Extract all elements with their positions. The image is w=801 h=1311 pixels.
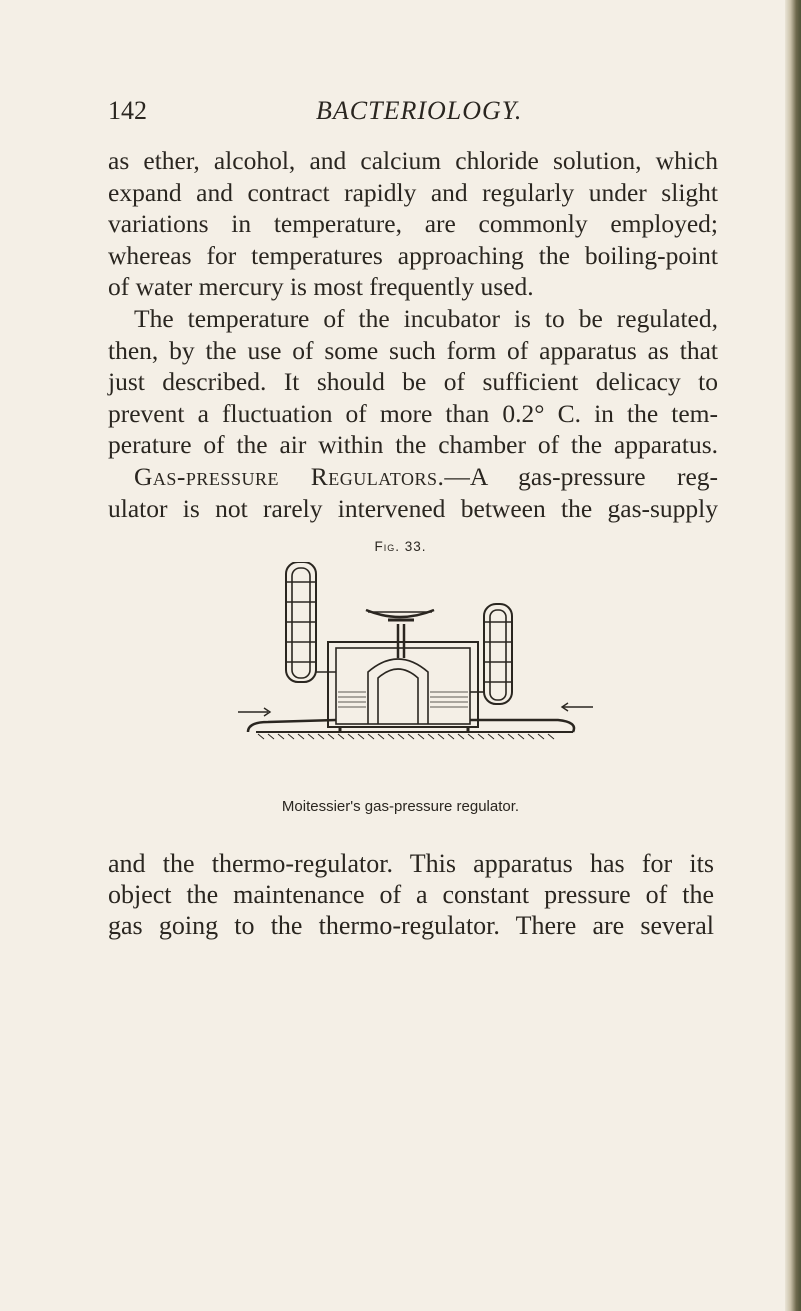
text-line: perature of the air within the chamber of the apparatus.: [108, 430, 718, 460]
text-line: as ether, alcohol, and calcium chloride solution, which: [108, 146, 718, 175]
text-line: ulator is not rarely intervened between the gas-supply: [108, 493, 718, 523]
text-line: of water mercury is most frequently used.: [108, 272, 534, 302]
figure-label: Fig. 33.: [374, 539, 427, 554]
text-line: then, by the use of some such form of apparatus as that: [108, 335, 718, 365]
text-line: prevent a fluctuation of more than 0.2° C. in the tem-: [108, 398, 718, 428]
section-heading-line: [108, 461, 718, 493]
page-number: 142: [108, 96, 147, 125]
text-line: and the thermo-regulator. This apparatus has for its: [108, 849, 714, 878]
figure-caption: Moitessier's gas-pressure regulator.: [281, 798, 520, 815]
body-text: [108, 145, 718, 524]
figure-illustration: [228, 562, 598, 740]
text-line: gas going to the thermo-regulator. There are several: [108, 911, 714, 940]
text-line: expand and contract rapidly and regularly under slight: [108, 177, 718, 207]
text-line: variations in temperature, are commonly employed;: [108, 209, 718, 239]
continued-text: [108, 848, 714, 941]
text-line: whereas for temperatures approaching the boiling-point: [108, 240, 718, 270]
page-header: [108, 96, 698, 130]
gas-regulator-drawing: [228, 562, 598, 740]
text-line: object the maintenance of a constant pressure of the: [108, 880, 714, 909]
section-heading-tail: —A gas-pressure reg-: [444, 461, 718, 491]
text-line: The temperature of the incubator is to be regulated,: [134, 303, 718, 333]
running-title: BACTERIOLOGY.: [316, 96, 523, 125]
section-heading: Gas-pressure Regulators.: [134, 461, 445, 491]
page-edge-shadow: [785, 0, 801, 1311]
text-line: just described. It should be of sufficient delicacy to: [108, 367, 718, 397]
